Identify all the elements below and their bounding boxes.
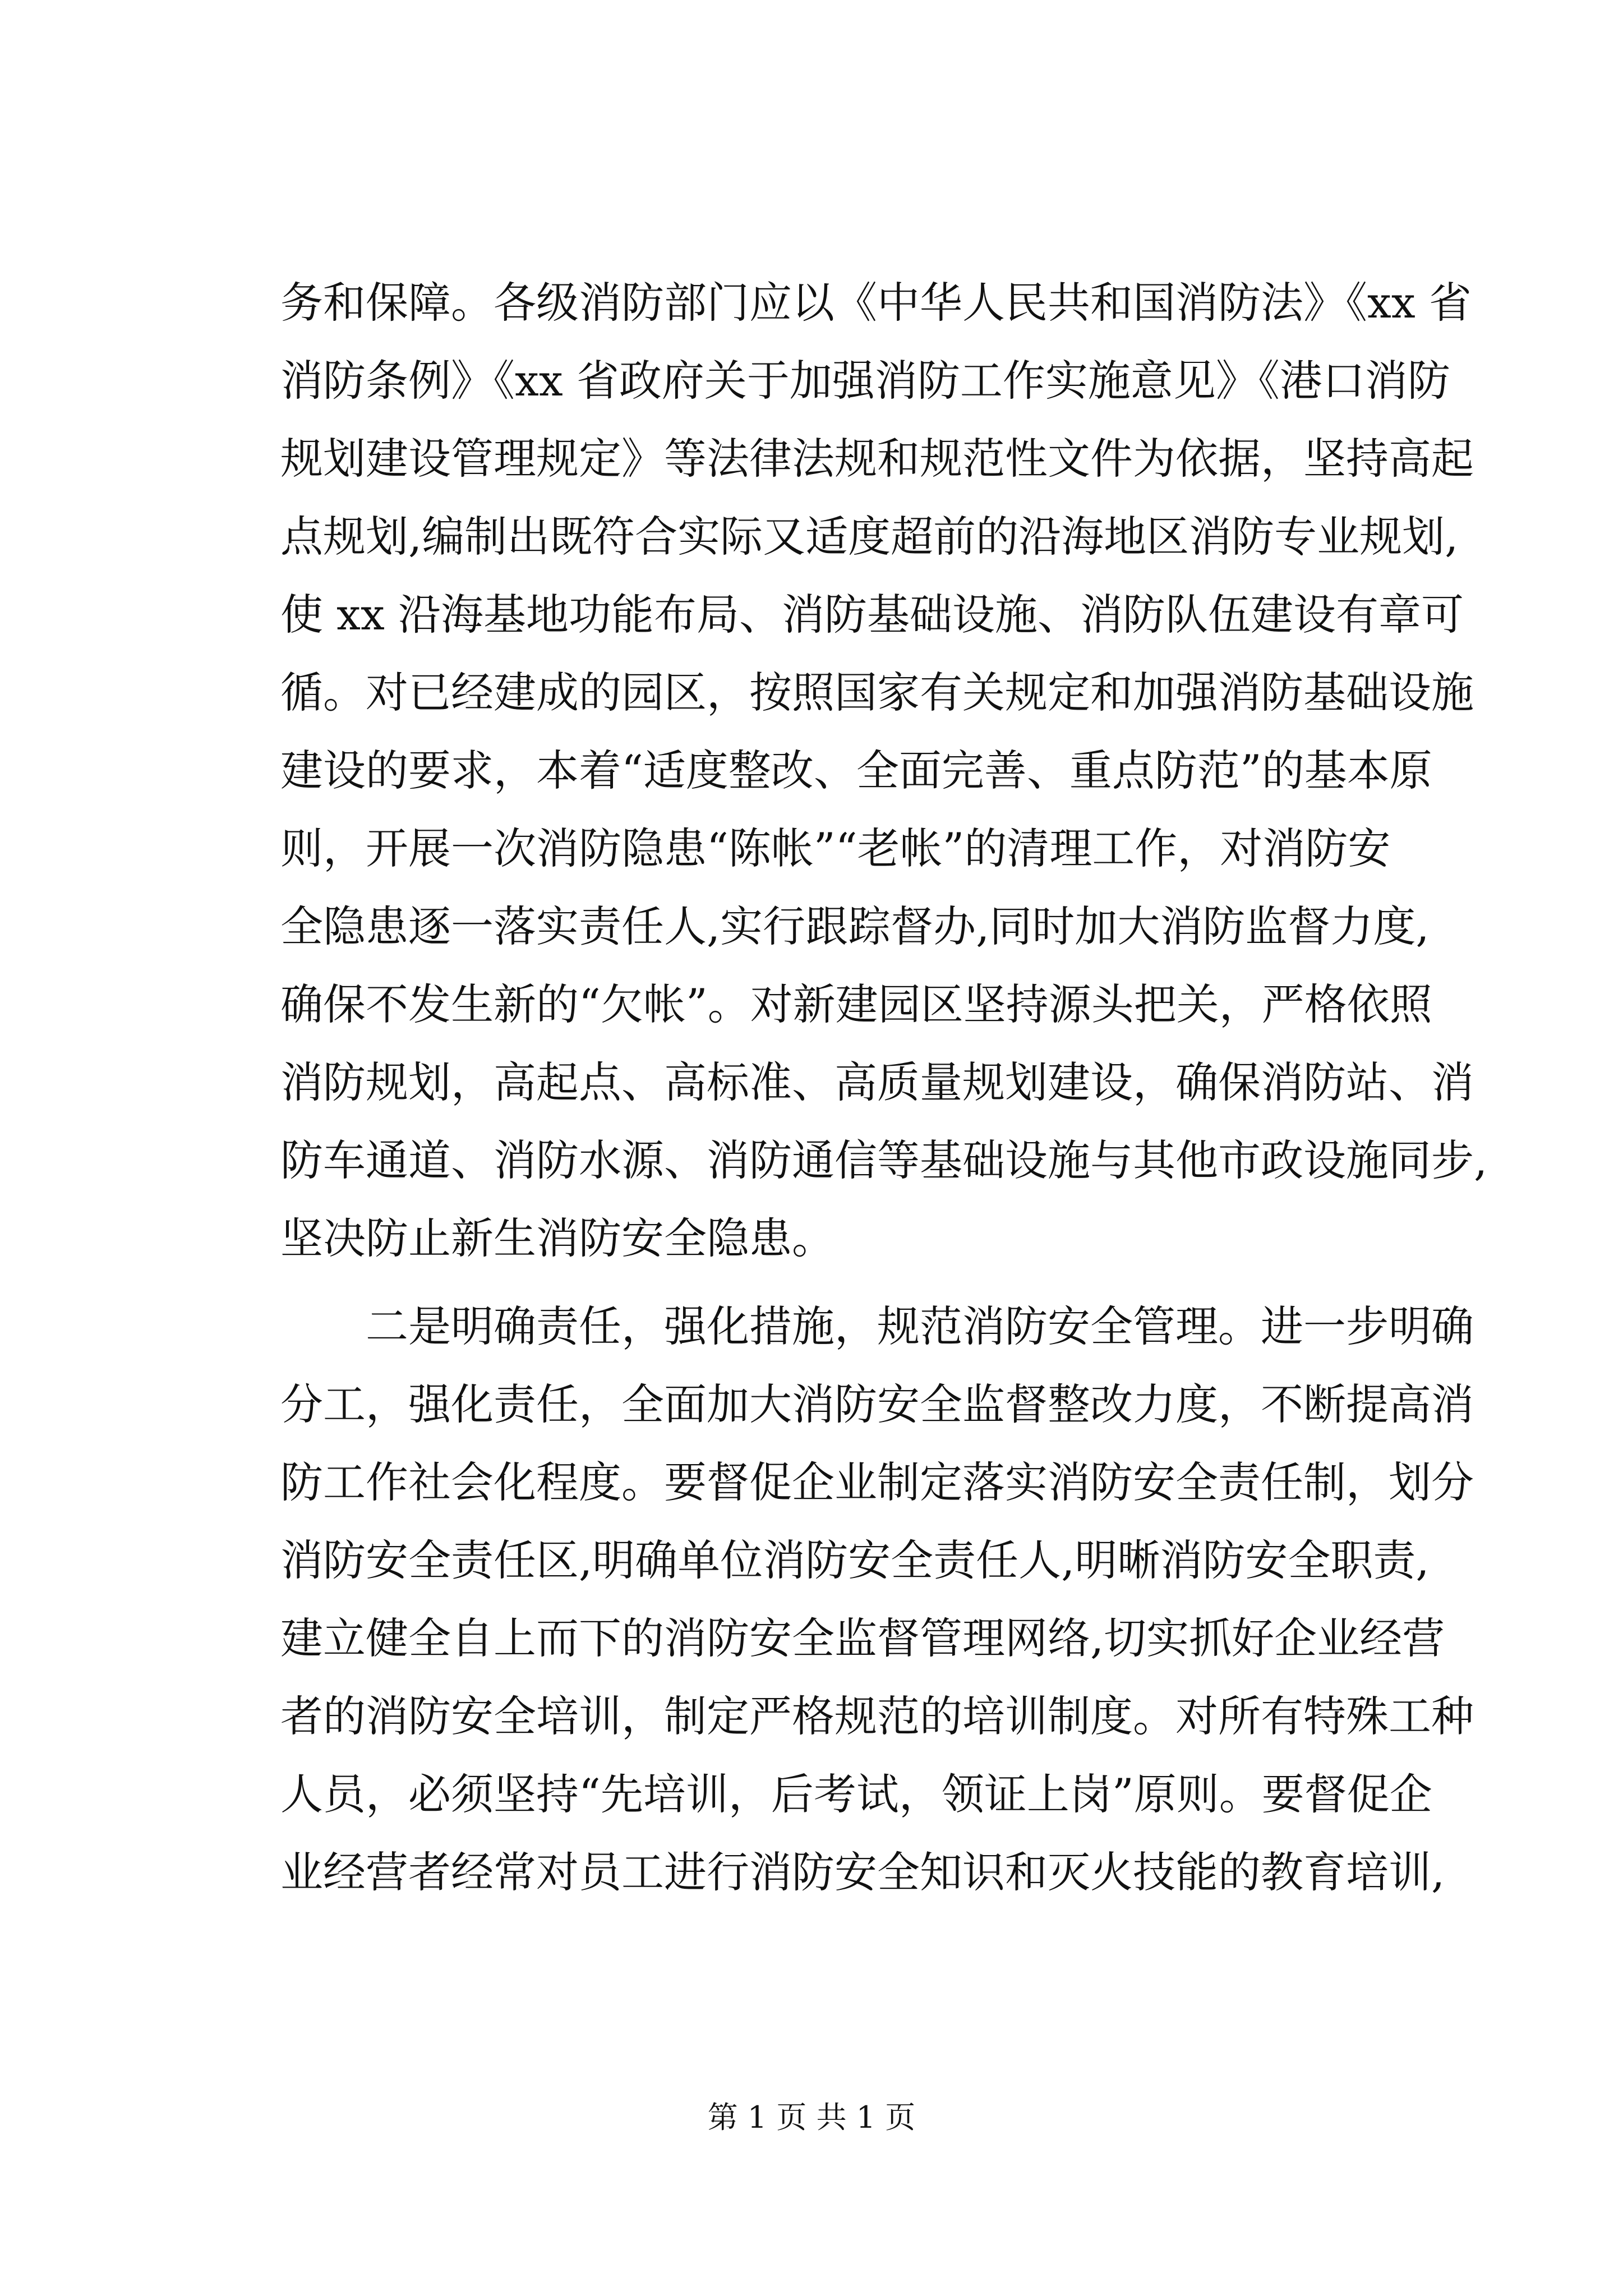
document-body	[280, 264, 1488, 1911]
text-line: 坚决防止新生消防安全隐患。	[280, 1213, 834, 1263]
text-line: 则，开展一次消防隐患“陈帐”“老帐”的清理工作，对消防安	[280, 823, 1391, 873]
paragraph-1	[280, 264, 1488, 1277]
page-footer	[0, 2098, 1623, 2137]
paragraph-2	[280, 1287, 1474, 1911]
text-line: 者的消防安全培训，制定严格规范的培训制度。对所有特殊工种	[280, 1691, 1474, 1741]
text-line: 消防安全责任区,明确单位消防安全责任人,明晰消防安全职责,	[280, 1535, 1430, 1585]
text-line: 全隐患逐一落实责任人,实行跟踪督办,同时加大消防监督力度,	[280, 901, 1430, 951]
text-line: 循。对已经建成的园区，按照国家有关规定和加强消防基础设施	[280, 668, 1474, 717]
text-line: 规划建设管理规定》等法律法规和规范性文件为依据，坚持高起	[280, 434, 1474, 484]
text-line: 防工作社会化程度。要督促企业制定落实消防安全责任制，划分	[280, 1457, 1474, 1507]
text-line: 二是明确责任，强化措施，规范消防安全管理。进一步明确	[366, 1301, 1474, 1351]
text-line: 消防规划，高起点、高标准、高质量规划建设，确保消防站、消	[280, 1057, 1474, 1107]
text-line: 务和保障。各级消防部门应以《中华人民共和国消防法》《xx 省	[280, 278, 1472, 328]
page-number-label: 第 1 页 共 1 页	[707, 2100, 916, 2135]
text-line: 使 xx 沿海基地功能布局、消防基础设施、消防队伍建设有章可	[280, 590, 1464, 639]
text-line: 点规划,编制出既符合实际又适度超前的沿海地区消防专业规划,	[280, 512, 1459, 562]
text-line: 分工，强化责任，全面加大消防安全监督整改力度，不断提高消	[280, 1379, 1474, 1429]
text-line: 建设的要求，本着“适度整改、全面完善、重点防范”的基本原	[280, 746, 1432, 795]
paragraph-gap	[280, 1277, 1374, 1287]
text-line: 确保不发生新的“欠帐”。对新建园区坚持源头把关，严格依照	[280, 979, 1432, 1029]
text-line: 建立健全自上而下的消防安全监督管理网络,切实抓好企业经营	[280, 1613, 1445, 1663]
text-line: 业经营者经常对员工进行消防安全知识和灭火技能的教育培训,	[280, 1847, 1445, 1897]
text-line: 防车通道、消防水源、消防通信等基础设施与其他市政设施同步,	[280, 1135, 1488, 1185]
text-line: 人员，必须坚持“先培训，后考试，领证上岗”原则。要督促企	[280, 1769, 1432, 1819]
text-line: 消防条例》《xx 省政府关于加强消防工作实施意见》《港口消防	[280, 356, 1450, 406]
